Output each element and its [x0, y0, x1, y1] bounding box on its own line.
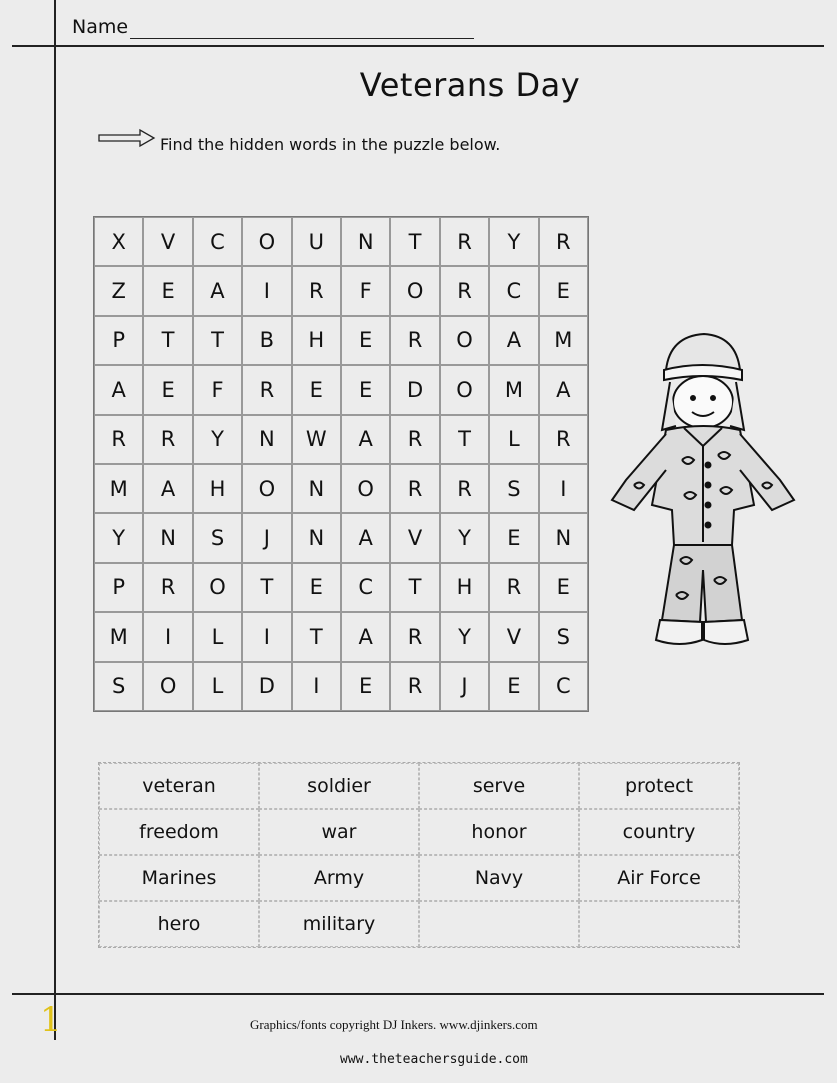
grid-cell: F: [193, 365, 242, 414]
grid-cell: D: [390, 365, 439, 414]
grid-cell: C: [193, 217, 242, 266]
grid-cell: R: [390, 316, 439, 365]
grid-cell: T: [292, 612, 341, 661]
word-bank-item: Marines: [99, 855, 259, 901]
grid-cell: O: [193, 563, 242, 612]
corner-number: 1: [40, 1000, 62, 1040]
grid-cell: E: [292, 365, 341, 414]
grid-cell: O: [390, 266, 439, 315]
grid-cell: M: [489, 365, 538, 414]
bottom-rule: [12, 993, 824, 995]
grid-cell: E: [489, 662, 538, 711]
grid-cell: U: [292, 217, 341, 266]
grid-cell: A: [143, 464, 192, 513]
grid-cell: O: [143, 662, 192, 711]
copyright-text: Graphics/fonts copyright DJ Inkers. www.djinkers.com: [250, 1017, 538, 1032]
grid-cell: H: [292, 316, 341, 365]
grid-cell: V: [143, 217, 192, 266]
grid-cell: J: [440, 662, 489, 711]
word-bank-item: hero: [99, 901, 259, 947]
grid-cell: Y: [489, 217, 538, 266]
grid-cell: E: [292, 563, 341, 612]
word-search-grid: [93, 216, 589, 712]
grid-cell: R: [440, 217, 489, 266]
arrow-right-icon: [98, 128, 156, 148]
grid-cell: I: [242, 612, 291, 661]
grid-cell: R: [143, 415, 192, 464]
grid-cell: R: [539, 415, 588, 464]
grid-cell: N: [539, 513, 588, 562]
grid-cell: J: [242, 513, 291, 562]
grid-cell: L: [193, 612, 242, 661]
grid-cell: E: [143, 266, 192, 315]
grid-cell: R: [242, 365, 291, 414]
grid-cell: S: [539, 612, 588, 661]
grid-cell: I: [539, 464, 588, 513]
grid-cell: Y: [94, 513, 143, 562]
grid-cell: O: [440, 316, 489, 365]
grid-cell: A: [341, 415, 390, 464]
grid-cell: O: [242, 217, 291, 266]
grid-cell: Y: [193, 415, 242, 464]
grid-cell: R: [539, 217, 588, 266]
grid-cell: V: [390, 513, 439, 562]
word-bank: [98, 762, 740, 948]
grid-cell: R: [390, 612, 439, 661]
grid-cell: R: [143, 563, 192, 612]
grid-cell: I: [143, 612, 192, 661]
grid-cell: L: [489, 415, 538, 464]
grid-cell: R: [440, 266, 489, 315]
grid-cell: T: [390, 563, 439, 612]
grid-cell: S: [489, 464, 538, 513]
grid-cell: X: [94, 217, 143, 266]
grid-cell: E: [539, 266, 588, 315]
word-bank-item: serve: [419, 763, 579, 809]
grid-cell: R: [390, 415, 439, 464]
grid-cell: R: [94, 415, 143, 464]
grid-cell: R: [440, 464, 489, 513]
word-bank-item: honor: [419, 809, 579, 855]
grid-cell: Y: [440, 612, 489, 661]
grid-cell: D: [242, 662, 291, 711]
word-bank-item: soldier: [259, 763, 419, 809]
grid-cell: A: [539, 365, 588, 414]
grid-cell: C: [539, 662, 588, 711]
grid-cell: R: [390, 464, 439, 513]
grid-cell: M: [94, 612, 143, 661]
margin-line: [54, 0, 56, 1040]
word-bank-item: country: [579, 809, 739, 855]
grid-cell: R: [292, 266, 341, 315]
website-text: www.theteachersguide.com: [340, 1052, 528, 1067]
grid-cell: O: [341, 464, 390, 513]
word-bank-item: [579, 901, 739, 947]
grid-cell: V: [489, 612, 538, 661]
word-bank-item: Army: [259, 855, 419, 901]
grid-cell: A: [489, 316, 538, 365]
grid-cell: A: [94, 365, 143, 414]
word-bank-item: Air Force: [579, 855, 739, 901]
grid-cell: M: [539, 316, 588, 365]
grid-cell: Z: [94, 266, 143, 315]
grid-cell: S: [94, 662, 143, 711]
grid-cell: T: [242, 563, 291, 612]
word-bank-item: veteran: [99, 763, 259, 809]
grid-cell: E: [143, 365, 192, 414]
grid-cell: C: [341, 563, 390, 612]
grid-cell: E: [489, 513, 538, 562]
name-label: Name: [72, 16, 129, 38]
grid-cell: E: [539, 563, 588, 612]
word-bank-item: protect: [579, 763, 739, 809]
grid-cell: S: [193, 513, 242, 562]
word-bank-item: military: [259, 901, 419, 947]
instructions: Find the hidden words in the puzzle below.: [160, 135, 501, 154]
grid-cell: N: [292, 513, 341, 562]
grid-cell: A: [341, 612, 390, 661]
grid-cell: T: [193, 316, 242, 365]
grid-cell: P: [94, 563, 143, 612]
grid-cell: A: [341, 513, 390, 562]
word-bank-item: Navy: [419, 855, 579, 901]
grid-cell: F: [341, 266, 390, 315]
grid-cell: R: [489, 563, 538, 612]
grid-cell: A: [193, 266, 242, 315]
grid-cell: N: [242, 415, 291, 464]
grid-cell: T: [440, 415, 489, 464]
grid-cell: O: [440, 365, 489, 414]
grid-cell: E: [341, 365, 390, 414]
grid-cell: T: [143, 316, 192, 365]
soldier-illustration: [604, 330, 800, 650]
grid-cell: H: [193, 464, 242, 513]
grid-cell: W: [292, 415, 341, 464]
page-title: Veterans Day: [359, 66, 581, 104]
grid-cell: T: [390, 217, 439, 266]
top-rule: [12, 45, 824, 47]
grid-cell: E: [341, 662, 390, 711]
grid-cell: R: [390, 662, 439, 711]
name-blank-line: [130, 38, 474, 39]
word-bank-item: freedom: [99, 809, 259, 855]
grid-cell: Y: [440, 513, 489, 562]
word-bank-item: [419, 901, 579, 947]
grid-cell: N: [292, 464, 341, 513]
grid-cell: N: [143, 513, 192, 562]
grid-cell: H: [440, 563, 489, 612]
grid-cell: M: [94, 464, 143, 513]
grid-cell: E: [341, 316, 390, 365]
word-bank-item: war: [259, 809, 419, 855]
grid-cell: B: [242, 316, 291, 365]
grid-cell: O: [242, 464, 291, 513]
grid-cell: I: [242, 266, 291, 315]
grid-cell: N: [341, 217, 390, 266]
grid-cell: P: [94, 316, 143, 365]
grid-cell: I: [292, 662, 341, 711]
grid-cell: C: [489, 266, 538, 315]
grid-cell: L: [193, 662, 242, 711]
